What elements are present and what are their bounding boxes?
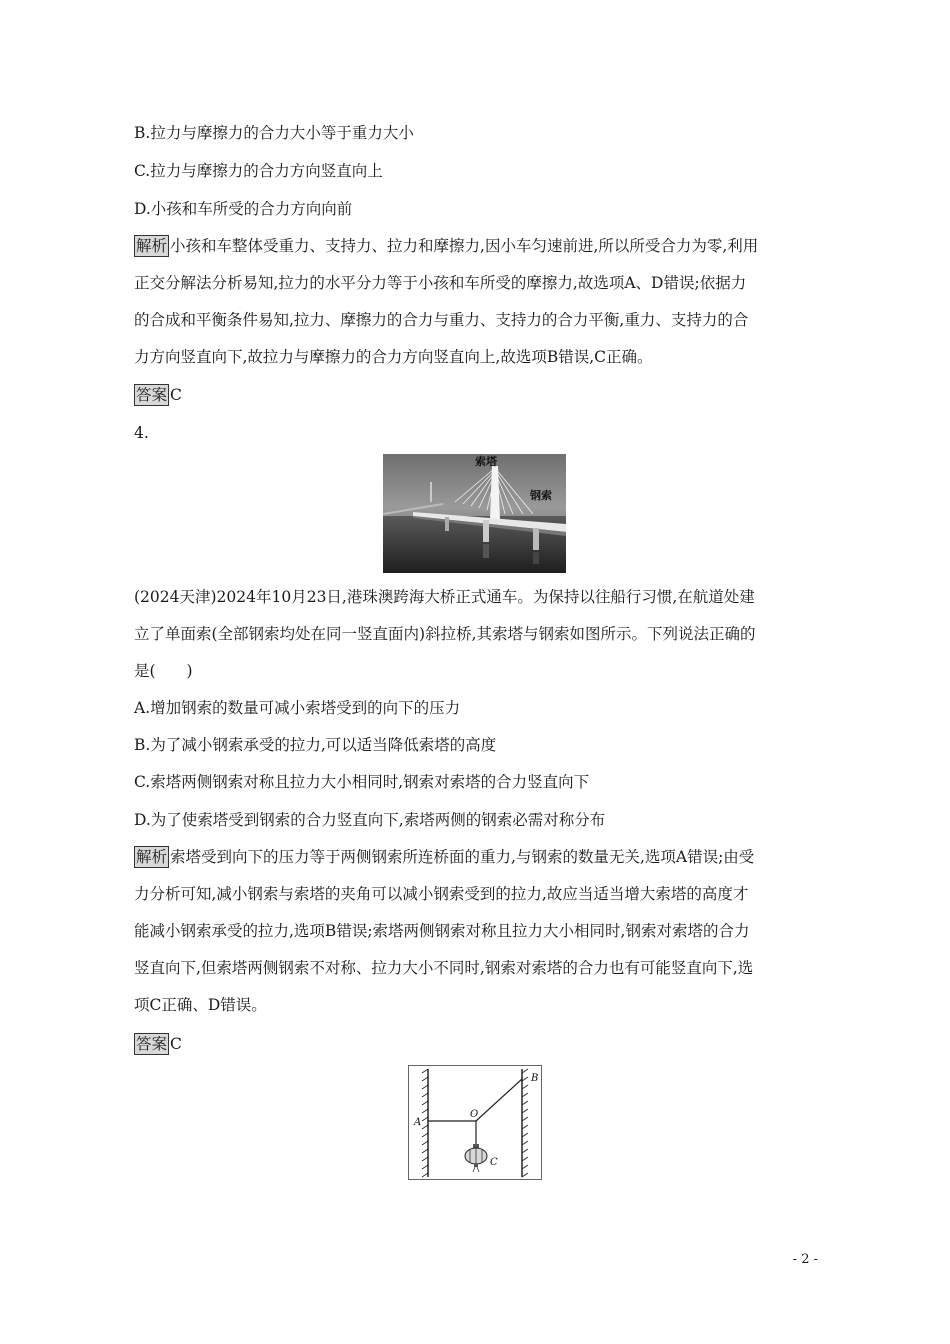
q4-number: 4. — [134, 424, 149, 442]
analysis-tag: 解析 — [136, 237, 168, 255]
q4-analysis-line-3: 能减小钢索承受的拉力,选项B错误;索塔两侧钢索对称且拉力大小相同时,钢索对索塔的合力 — [134, 922, 750, 940]
q4-answer — [134, 1033, 182, 1055]
answer-value: C — [170, 386, 182, 404]
q4-analysis-line-1 — [134, 846, 754, 868]
bridge-photo — [383, 454, 566, 573]
q3-analysis-line-1 — [134, 235, 758, 257]
analysis-text: 索塔受到向下的压力等于两侧钢索所连桥面的重力,与钢索的数量无关,选项A错误;由受 — [170, 848, 755, 866]
q3-option-c: C.拉力与摩擦力的合力方向竖直向上 — [134, 162, 383, 180]
label-o: O — [470, 1109, 479, 1120]
q3-option-b: B.拉力与摩擦力的合力大小等于重力大小 — [134, 124, 414, 142]
answer-tag: 答案 — [136, 1035, 168, 1053]
answer-value: C — [170, 1035, 182, 1053]
label-c: C — [490, 1157, 498, 1168]
q3-answer — [134, 384, 182, 406]
label-b: B — [531, 1073, 539, 1084]
analysis-text: 小孩和车整体受重力、支持力、拉力和摩擦力,因小车匀速前进,所以所受合力为零,利用 — [170, 237, 759, 255]
q4-option-d: D.为了使索塔受到钢索的合力竖直向下,索塔两侧的钢索必需对称分布 — [134, 811, 606, 829]
q4-option-a: A.增加钢索的数量可减小索塔受到的向下的压力 — [134, 699, 461, 717]
q4-stem-line-1: (2024天津)2024年10月23日,港珠澳跨海大桥正式通车。为保持以往船行习惯,在航道处建 — [134, 588, 755, 606]
hanging-lantern-diagram — [408, 1065, 542, 1180]
label-a: A — [414, 1117, 422, 1128]
q4-analysis-line-4: 竖直向下,但索塔两侧钢索不对称、拉力大小不同时,钢索对索塔的合力也有可能竖直向下,选 — [134, 959, 754, 977]
q3-analysis-line-4: 力方向竖直向下,故拉力与摩擦力的合力方向竖直向上,故选项B错误,C正确。 — [134, 348, 653, 366]
label-tower: 索塔 — [475, 455, 497, 468]
q4-stem-line-3: 是( ) — [134, 662, 193, 680]
analysis-tag: 解析 — [136, 848, 168, 866]
q4-analysis-line-2: 力分析可知,减小钢索与索塔的夹角可以减小钢索受到的拉力,故应当适当增大索塔的高度才 — [134, 885, 749, 903]
q4-option-b: B.为了减小钢索承受的拉力,可以适当降低索塔的高度 — [134, 736, 497, 754]
q3-option-d: D.小孩和车所受的合力方向向前 — [134, 200, 353, 218]
q4-stem-line-2: 立了单面索(全部钢索均处在同一竖直面内)斜拉桥,其索塔与钢索如图所示。下列说法正确的 — [134, 625, 756, 643]
page-number: - 2 - — [792, 1252, 818, 1267]
label-cable: 钢索 — [530, 489, 552, 502]
q4-analysis-line-5: 项C正确、D错误。 — [134, 996, 267, 1014]
q3-analysis-line-2: 正交分解法分析易知,拉力的水平分力等于小孩和车所受的摩擦力,故选项A、D错误;依据力 — [134, 274, 747, 292]
q3-analysis-line-3: 的合成和平衡条件易知,拉力、摩擦力的合力与重力、支持力的合力平衡,重力、支持力的合 — [134, 311, 749, 329]
answer-tag: 答案 — [136, 386, 168, 404]
q4-option-c: C.索塔两侧钢索对称且拉力大小相同时,钢索对索塔的合力竖直向下 — [134, 773, 590, 791]
